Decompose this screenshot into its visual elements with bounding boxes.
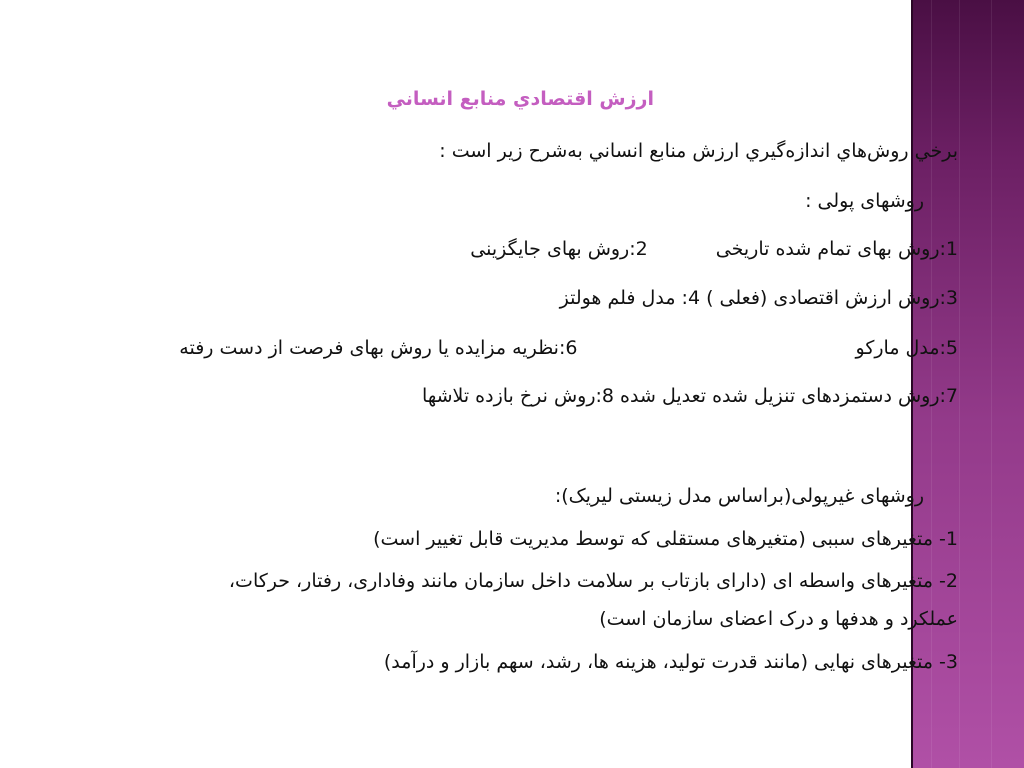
method-item: 2:روش بهای جایگزینی (470, 238, 648, 260)
non-monetary-methods-header: روشهای غیرپولی(براساس مدل زیستی لیریک): (554, 485, 924, 507)
method-item: 3:روش ارزش اقتصادی (فعلی ) 4: مدل فلم هولتز (559, 287, 958, 309)
non-monetary-item-continuation: عملکرد و هدفها و درک اعضای سازمان است) (599, 608, 958, 630)
method-row (560, 287, 958, 310)
method-row (179, 337, 958, 360)
intro-text: برخي روش‌هاي اندازه‌گيري ارزش منابع انساني به‌شرح زير است : (439, 140, 958, 162)
method-item: 5:مدل مارکو (855, 337, 958, 359)
non-monetary-item: 3- متغیرهای نهایی (مانند قدرت تولید، هزینه ها، رشد، سهم بازار و درآمد) (383, 651, 958, 673)
non-monetary-item: 2- متغیرهای واسطه ای (دارای بازتاب بر سلامت داخل سازمان مانند وفاداری، رفتار، حرکات، (228, 570, 958, 592)
method-item: 1:روش بهای تمام شده تاریخی (715, 238, 958, 260)
slide-title: ارزش اقتصادي منابع انساني (386, 88, 654, 110)
method-row (422, 385, 958, 408)
method-row (470, 238, 958, 261)
method-item: 6:نظریه مزایده یا روش بهای فرصت از دست رفته (179, 337, 578, 359)
method-item: 7:روش دستمزدهای تنزیل شده تعدیل شده 8:روش نرخ بازده تلاشها (422, 385, 958, 407)
non-monetary-item: 1- متغیرهای سببی (متغیرهای مستقلی که توسط مدیریت قابل تغییر است) (373, 528, 958, 550)
monetary-methods-header: روشهای پولی : (805, 190, 924, 212)
